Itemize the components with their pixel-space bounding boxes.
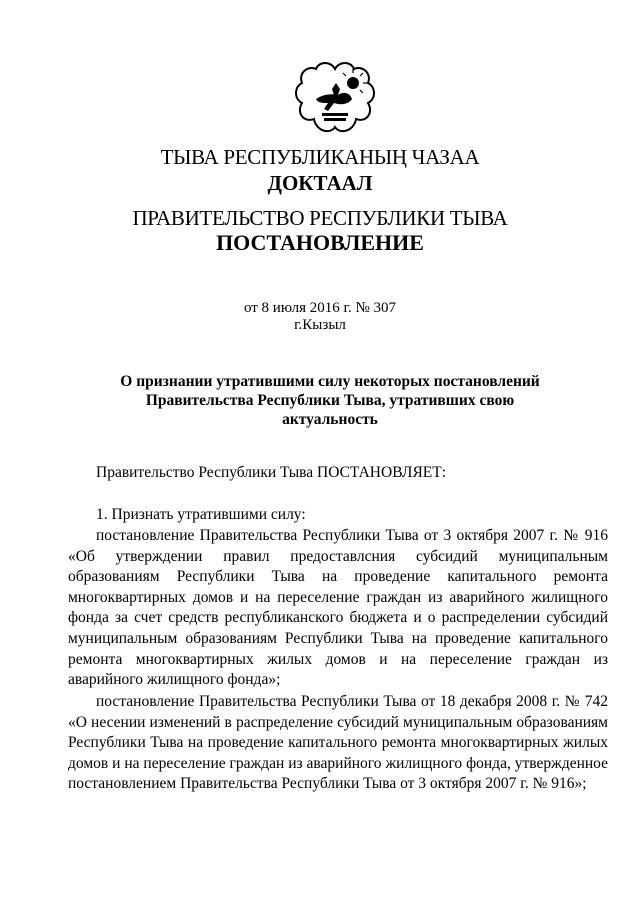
document-title: О признании утратившими силу некоторых постановлений Правительства Республики Тыва, утративших свою актуальность <box>120 373 540 428</box>
header-tyva-government: ТЫВА РЕСПУБЛИКАНЫҢ ЧАЗАА <box>160 145 480 169</box>
header-government: ПРАВИТЕЛЬСТВО РЕСПУБЛИКИ ТЫВА <box>132 206 508 230</box>
header-doktaal: ДОКТААЛ <box>267 171 373 195</box>
paragraph-decree-742: постановление Правительства Республики Тыва от 18 декабря 2008 г. № 742 «О несении изменений в распределение субсидий муниципальным образованиям Республики Тыва на проведение капитального ремонта многоквартирных жилых домов и на переселение граждан из аварийного жилищного фонда, утвержденное постановлением Правительства Республики Тыва от 3 октября 2007 г. № 916»; <box>68 693 608 793</box>
header-postanovlenie: ПОСТАНОВЛЕНИЕ <box>216 230 424 255</box>
item-1: 1. Признать утратившими силу: <box>96 506 306 523</box>
intro-paragraph: Правительство Республики Тыва ПОСТАНОВЛЯЕТ: <box>96 464 447 481</box>
coat-of-arms-emblem-icon <box>294 59 376 139</box>
document-date-number: от 8 июля 2016 г. № 307 <box>243 300 397 316</box>
document-city: г.Кызыл <box>294 317 346 333</box>
paragraph-decree-916: постановление Правительства Республики Тыва от 3 октября 2007 г. № 916 «Об утверждении правил предоставлсния субсидий муниципальным образованиям Республики Тыва на проведение капитального ремонта многоквартирных домов и на переселение граждан из аварийного жилищного фонда за счет средств республиканского бюджета и о распределении субсидий муниципальным образованиям Республики Тыва на проведение капитального ремонта многоквартирных жилых домов и на переселение граждан из аварийного жилищного фонда»; <box>68 527 608 689</box>
